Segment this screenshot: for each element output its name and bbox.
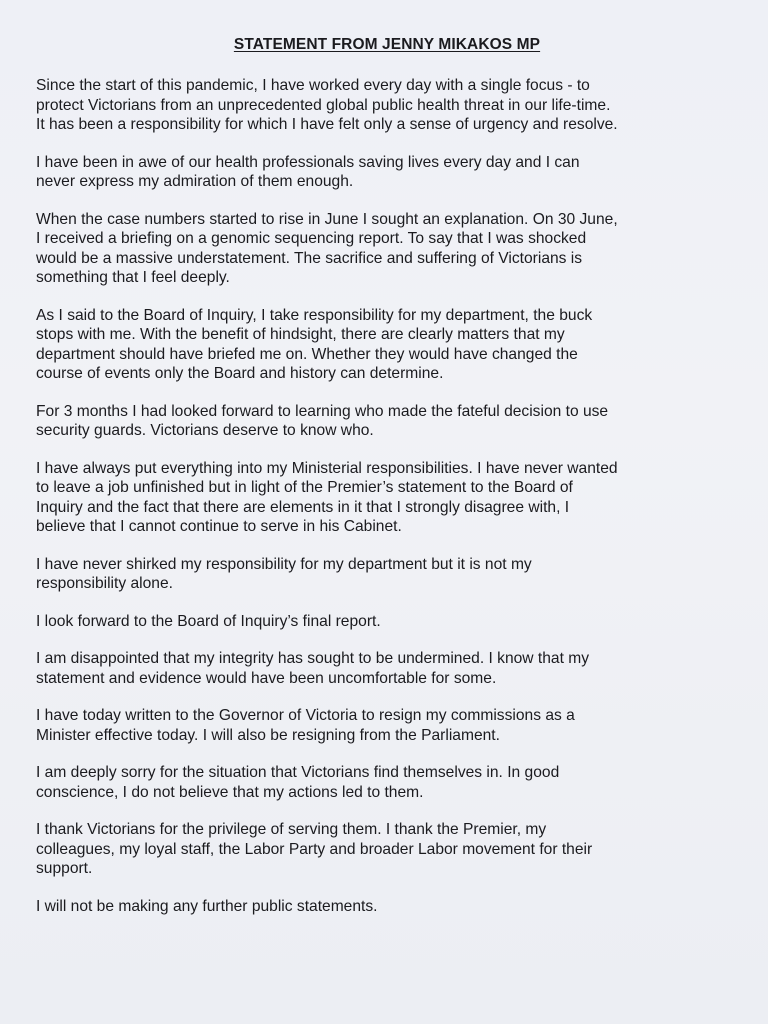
paragraph-4 [36,306,738,384]
paragraph-line: I have been in awe of our health professionals saving lives every day and I can [36,153,580,171]
paragraph-7 [36,555,738,594]
paragraph-line: would be a massive understatement. The sacrifice and suffering of Victorians is [36,249,583,267]
paragraph-1 [36,76,738,135]
paragraph-line: I have today written to the Governor of Victoria to resign my commissions as a [36,707,575,724]
paragraph-line: security guards. Victorians deserve to know who. [36,422,374,439]
paragraph-line: department should have briefed me on. Whether they would have changed the [36,345,578,363]
paragraph-3 [36,210,738,288]
paragraph-line: When the case numbers started to rise in June I sought an explanation. On 30 June, [36,210,618,228]
paragraph-line: never express my admiration of them enough. [36,173,354,190]
paragraph-10 [36,706,738,745]
document-title: STATEMENT FROM JENNY MIKAKOS MP [233,36,541,53]
paragraph-line: conscience, I do not believe that my actions led to them. [36,783,424,801]
paragraph-line: course of events only the Board and history can determine. [36,365,444,382]
paragraph-line: Since the start of this pandemic, I have worked every day with a single focus - to [36,77,590,94]
paragraph-13 [36,897,738,917]
paragraph-line: to leave a job unfinished but in light of the Premier’s statement to the Board of [36,479,573,496]
paragraph-12 [36,820,738,879]
paragraph-line: Inquiry and the fact that there are elements in it that I strongly disagree with, I [36,498,570,516]
paragraph-line: support. [36,860,93,877]
paragraph-line: stops with me. With the benefit of hindsight, there are clearly matters that my [36,326,565,343]
paragraph-line: I have never shirked my responsibility for my department but it is not my [36,555,532,573]
paragraph-line: responsibility alone. [36,575,173,592]
paragraph-8 [36,612,738,632]
paragraph-line: I am deeply sorry for the situation that Victorians find themselves in. In good [36,764,560,781]
paragraph-11 [36,763,738,802]
paragraph-line: I have always put everything into my Ministerial responsibilities. I have never wanted [36,459,618,477]
paragraph-line: I look forward to the Board of Inquiry’s final report. [36,612,381,630]
paragraph-line: I received a briefing on a genomic sequencing report. To say that I was shocked [36,230,587,247]
paragraph-line: It has been a responsibility for which I have felt only a sense of urgency and resolve. [36,116,618,133]
paragraph-line: protect Victorians from an unprecedented global public health threat in our life-time. [36,96,611,114]
paragraph-line: colleagues, my loyal staff, the Labor Party and broader Labor movement for their [36,840,593,858]
paragraph-2 [36,153,738,192]
paragraph-line: I am disappointed that my integrity has sought to be undermined. I know that my [36,650,590,667]
paragraph-line: As I said to the Board of Inquiry, I take responsibility for my department, the buck [36,306,593,324]
paragraph-line: I thank Victorians for the privilege of serving them. I thank the Premier, my [36,821,547,838]
paragraph-line: For 3 months I had looked forward to learning who made the fateful decision to use [36,402,609,420]
paragraph-line: I will not be making any further public statements. [36,897,378,915]
paragraph-5 [36,402,738,441]
paragraph-line: statement and evidence would have been uncomfortable for some. [36,669,497,687]
paragraph-line: believe that I cannot continue to serve in his Cabinet. [36,518,402,535]
paragraph-6 [36,459,738,537]
paragraph-line: Minister effective today. I will also be resigning from the Parliament. [36,726,500,744]
paragraph-9 [36,649,738,688]
paragraph-line: something that I feel deeply. [36,269,230,286]
